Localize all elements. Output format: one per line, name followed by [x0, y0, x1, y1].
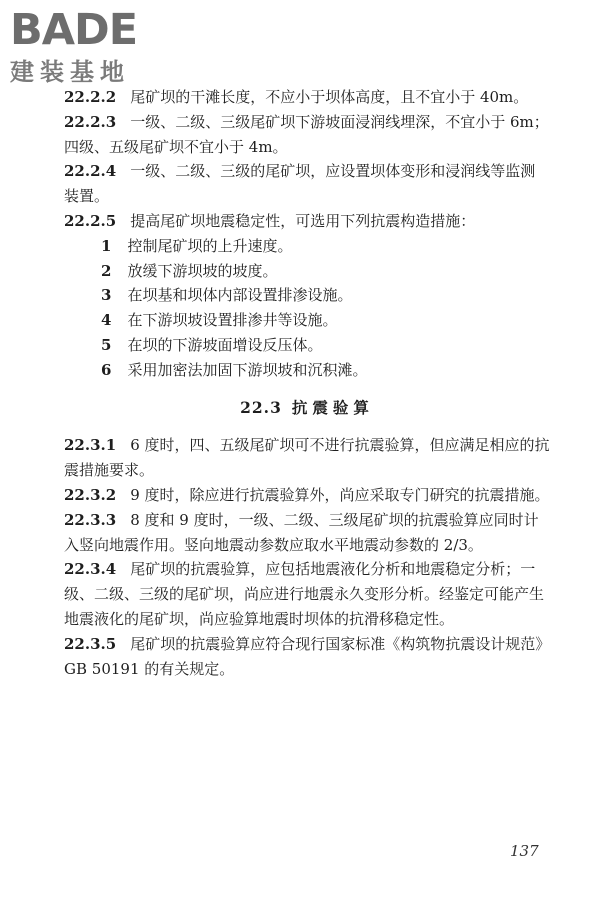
section-number: 22.3: [240, 397, 282, 417]
section-heading: [64, 396, 550, 421]
clause-22-3-3: [64, 508, 550, 558]
document-body: [64, 85, 550, 681]
clause-number: 22.2.4: [64, 162, 117, 181]
section-title: 抗震验算: [291, 397, 374, 417]
clause-text: 6 度时，四、五级尾矿坝可不进行抗震验算，但应满足相应的抗震措施要求。: [64, 436, 550, 480]
list-item-number: 3: [101, 286, 112, 305]
list-item-text: 在坝基和坝体内部设置排渗设施。: [127, 286, 353, 305]
list-item-text: 在下游坝坡设置排渗井等设施。: [127, 311, 338, 330]
list-item: [64, 308, 550, 333]
list-item-number: 5: [101, 335, 112, 354]
clause-number: 22.3.3: [64, 510, 117, 529]
clause-text: 尾矿坝的抗震验算应符合现行国家标准《构筑物抗震设计规范》GB 50191 的有关规定。: [64, 634, 543, 678]
list-item-number: 1: [101, 236, 112, 255]
list-item: [64, 283, 550, 308]
watermark-logo: [8, 4, 178, 88]
list-item-text: 采用加密法加固下游坝坡和沉积滩。: [127, 360, 368, 379]
clause-22-2-5: [64, 209, 550, 234]
clause-22-2-3: [64, 110, 550, 160]
clause-number: 22.2.5: [64, 211, 117, 230]
page-number: 137: [510, 842, 539, 860]
clause-text: 一级、二级、三级的尾矿坝，应设置坝体变形和浸润线等监测装置。: [64, 162, 536, 206]
clause-number: 22.2.3: [64, 112, 117, 131]
clause-22-3-5: [64, 632, 550, 682]
logo-subtitle: 建装基地: [10, 58, 130, 86]
clause-22-3-1: [64, 433, 550, 483]
clause-text: 提高尾矿坝地震稳定性，可选用下列抗震构造措施：: [130, 211, 476, 230]
clause-number: 22.3.2: [64, 485, 117, 504]
list-item-text: 在坝的下游坡面增设反压体。: [127, 335, 323, 354]
clause-text: 一级、二级、三级尾矿坝下游坡面浸润线埋深，不宜小于 6m；四级、五级尾矿坝不宜小于 4m。: [64, 112, 549, 156]
list-item-number: 6: [101, 360, 112, 379]
clause-number: 22.2.2: [64, 88, 117, 106]
list-item-text: 控制尾矿坝的上升速度。: [127, 236, 293, 255]
list-item-text: 放缓下游坝坡的坡度。: [127, 261, 278, 280]
list-item: [64, 234, 550, 259]
list-item-number: 2: [101, 261, 112, 280]
clause-text: 9 度时，除应进行抗震验算外，尚应采取专门研究的抗震措施。: [130, 485, 550, 504]
clause-22-2-2: [64, 85, 550, 110]
clause-text: 尾矿坝的抗震验算，应包括地震液化分析和地震稳定分析；一级、二级、三级的尾矿坝，尚应进行地震永久变形分析。经鉴定可能产生地震液化的尾矿坝，尚应验算地震时坝体的抗滑移稳定性。: [64, 560, 545, 628]
clause-text: 8 度和 9 度时，一级、二级、三级尾矿坝的抗震验算应同时计入竖向地震作用。竖向地震动参数应取水平地震动参数的 2/3。: [64, 510, 539, 554]
clause-22-2-4: [64, 159, 550, 209]
list-item: [64, 259, 550, 284]
clause-22-3-4: [64, 557, 550, 631]
clause-number: 22.3.4: [64, 560, 117, 579]
list-item-number: 4: [101, 311, 112, 330]
clause-number: 22.3.5: [64, 634, 117, 653]
clause-number: 22.3.1: [64, 436, 117, 455]
clause-text: 尾矿坝的干滩长度，不应小于坝体高度，且不宜小于 40m。: [130, 88, 529, 106]
list-item: [64, 358, 550, 383]
logo-brand: BADE: [10, 5, 138, 55]
list-item: [64, 333, 550, 358]
clause-22-3-2: [64, 483, 550, 508]
